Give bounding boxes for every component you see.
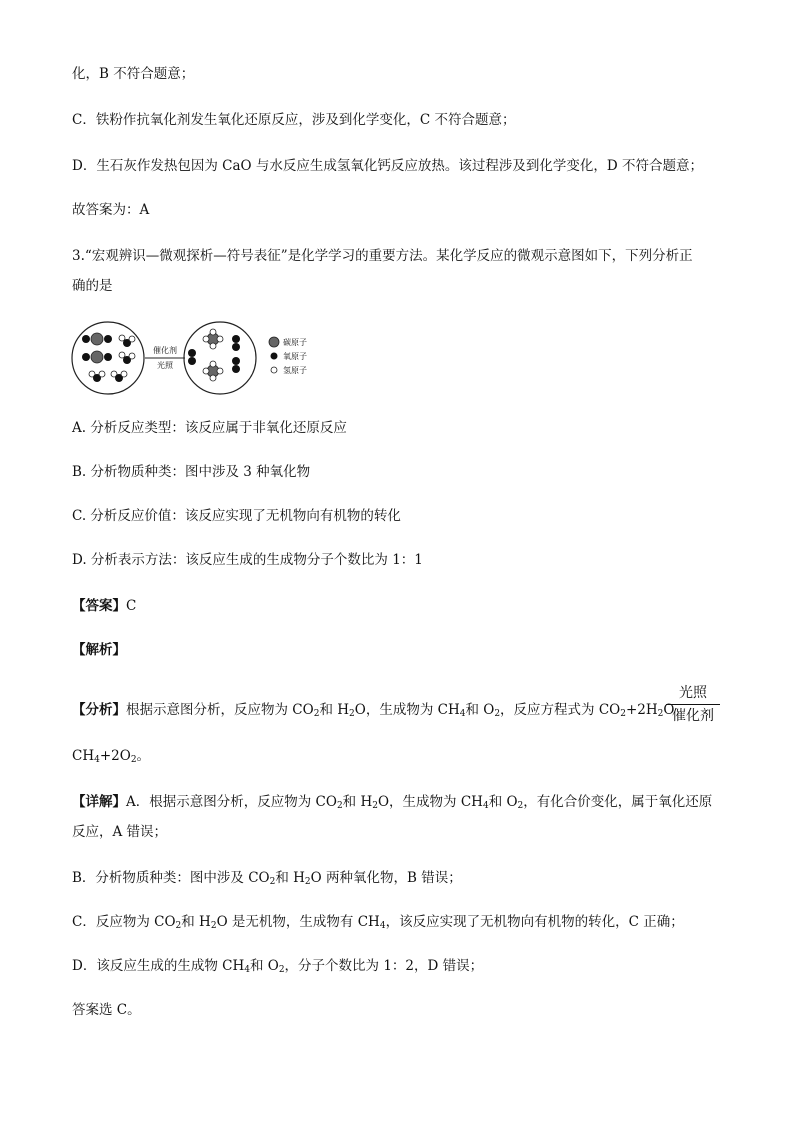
product-circle bbox=[184, 322, 256, 394]
subscript: 2 bbox=[657, 709, 664, 719]
fenxi-tag: 【分析】 bbox=[72, 702, 126, 718]
ch4-molecule bbox=[203, 329, 223, 349]
ch4-molecule bbox=[203, 361, 223, 381]
h2o-molecule bbox=[89, 371, 105, 382]
legend-carbon: 碳原子 bbox=[283, 338, 307, 347]
fenxi-line bbox=[72, 700, 674, 720]
detail-a bbox=[72, 792, 712, 812]
text-line: 故答案为：A bbox=[72, 202, 150, 218]
fraction-bar bbox=[666, 704, 720, 705]
option-a: A. 分析反应类型：该反应属于非氧化还原反应 bbox=[72, 420, 347, 436]
detail-text: 和 H bbox=[342, 794, 373, 810]
option-b: B. 分析物质种类：图中涉及 3 种氧化物 bbox=[72, 464, 311, 480]
subscript: 2 bbox=[278, 965, 285, 975]
h2o-molecule bbox=[119, 335, 135, 347]
detail-text: ，该反应实现了无机物向有机物的转化，C 正确； bbox=[385, 914, 684, 930]
o2-molecule bbox=[188, 349, 196, 365]
detail-b bbox=[72, 868, 462, 888]
condition-bottom-label: 光照 bbox=[157, 361, 173, 370]
detail-text: B．分析物质种类：图中涉及 CO bbox=[72, 870, 270, 886]
h2o-molecule bbox=[119, 352, 135, 364]
legend-oxygen: 氧原子 bbox=[283, 352, 307, 361]
detail-text: C．反应物为 CO bbox=[72, 914, 176, 930]
fenxi-text: +2O bbox=[99, 748, 131, 764]
subscript: 2 bbox=[349, 709, 355, 719]
subscript: 2 bbox=[269, 877, 276, 887]
detail-text: O，生成物为 CH bbox=[377, 794, 483, 810]
subscript: 2 bbox=[336, 801, 343, 811]
h2o-molecule bbox=[111, 371, 127, 382]
subscript: 2 bbox=[517, 801, 524, 811]
subscript: 2 bbox=[313, 709, 320, 719]
legend-hydrogen: 氢原子 bbox=[283, 366, 307, 375]
carbon-legend-marker bbox=[269, 337, 279, 347]
subscript: 4 bbox=[379, 921, 386, 931]
subscript: 2 bbox=[372, 801, 378, 811]
detail-text: ，有化合价变化，属于氧化还原 bbox=[523, 794, 713, 810]
fenxi-text: 。 bbox=[136, 748, 151, 764]
subscript: 4 bbox=[244, 965, 250, 975]
fenxi-text: 根据示意图分析，反应物为 CO bbox=[126, 702, 314, 718]
detail-text: 和 O bbox=[488, 794, 518, 810]
answer-tag: 【答案】 bbox=[72, 598, 126, 614]
co2-molecule bbox=[82, 333, 112, 345]
text-line: D．生石灰作发热包因为 CaO 与水反应生成氢氧化钙反应放热。该过程涉及到化学变化，D 不符合题意； bbox=[72, 158, 703, 174]
subscript: 2 bbox=[210, 921, 217, 931]
answer-line bbox=[72, 596, 136, 616]
question-stem: 确的是 bbox=[72, 278, 113, 294]
fenxi-text: CH bbox=[72, 748, 95, 764]
subscript: 2 bbox=[175, 921, 182, 931]
option-c: C. 分析反应价值：该反应实现了无机物向有机物的转化 bbox=[72, 508, 401, 524]
fraction-bottom: 催化剂 bbox=[672, 708, 714, 724]
option-d: D. 分析表示方法：该反应生成的生成物分子个数比为 1：1 bbox=[72, 552, 423, 568]
condition-top-label: 催化剂 bbox=[153, 346, 177, 355]
detail-text: D．该反应生成的生成物 CH bbox=[72, 958, 245, 974]
subscript: 2 bbox=[494, 709, 501, 719]
subscript: 4 bbox=[459, 709, 466, 719]
reaction-condition-fraction bbox=[666, 684, 720, 725]
fenxi-text: +2H bbox=[625, 702, 658, 718]
detail-tag: 【详解】 bbox=[72, 794, 126, 810]
subscript: 4 bbox=[94, 755, 100, 765]
subscript: 2 bbox=[304, 877, 311, 887]
fenxi-text: 和 O bbox=[465, 702, 495, 718]
detail-text: O 是无机物，生成物有 CH bbox=[216, 914, 380, 930]
answer-value: C bbox=[126, 598, 137, 614]
fenxi-text: O，生成物为 CH bbox=[354, 702, 460, 718]
detail-text: 和 O bbox=[249, 958, 279, 974]
analysis-tag: 【解析】 bbox=[72, 642, 126, 658]
fenxi-text: 和 H bbox=[319, 702, 350, 718]
detail-text: A．根据示意图分析，反应物为 CO bbox=[126, 794, 337, 810]
co2-molecule bbox=[82, 351, 112, 363]
detail-d bbox=[72, 956, 483, 976]
o2-molecule bbox=[232, 335, 240, 351]
detail-text: ，分子个数比为 1：2，D 错误； bbox=[284, 958, 484, 974]
fraction-top: 光照 bbox=[679, 685, 707, 701]
question-stem: 3.“宏观辨识—微观探析—符号表征”是化学学习的重要方法。某化学反应的微观示意图如下，下列分析正 bbox=[72, 248, 693, 264]
subscript: 2 bbox=[130, 755, 137, 765]
text-line: 化，B 不符合题意； bbox=[72, 66, 195, 82]
o2-molecule bbox=[232, 357, 240, 373]
fenxi-text: O bbox=[663, 702, 675, 718]
hydrogen-legend-marker bbox=[271, 367, 277, 373]
detail-a-line2: 反应，A 错误； bbox=[72, 824, 168, 840]
detail-c bbox=[72, 912, 684, 932]
detail-text: 和 H bbox=[275, 870, 305, 886]
fenxi-line-2 bbox=[72, 746, 150, 766]
oxygen-legend-marker bbox=[271, 353, 278, 360]
text-line: C．铁粉作抗氧化剂发生氧化还原反应，涉及到化学变化，C 不符合题意； bbox=[72, 112, 516, 128]
fenxi-text: ，反应方程式为 CO bbox=[500, 702, 621, 718]
subscript: 2 bbox=[620, 709, 626, 719]
detail-text: O 两种氧化物，B 错误； bbox=[310, 870, 462, 886]
reaction-diagram bbox=[70, 318, 330, 398]
subscript: 4 bbox=[482, 801, 489, 811]
detail-text: 和 H bbox=[181, 914, 211, 930]
final-answer: 答案选 C。 bbox=[72, 1002, 141, 1018]
